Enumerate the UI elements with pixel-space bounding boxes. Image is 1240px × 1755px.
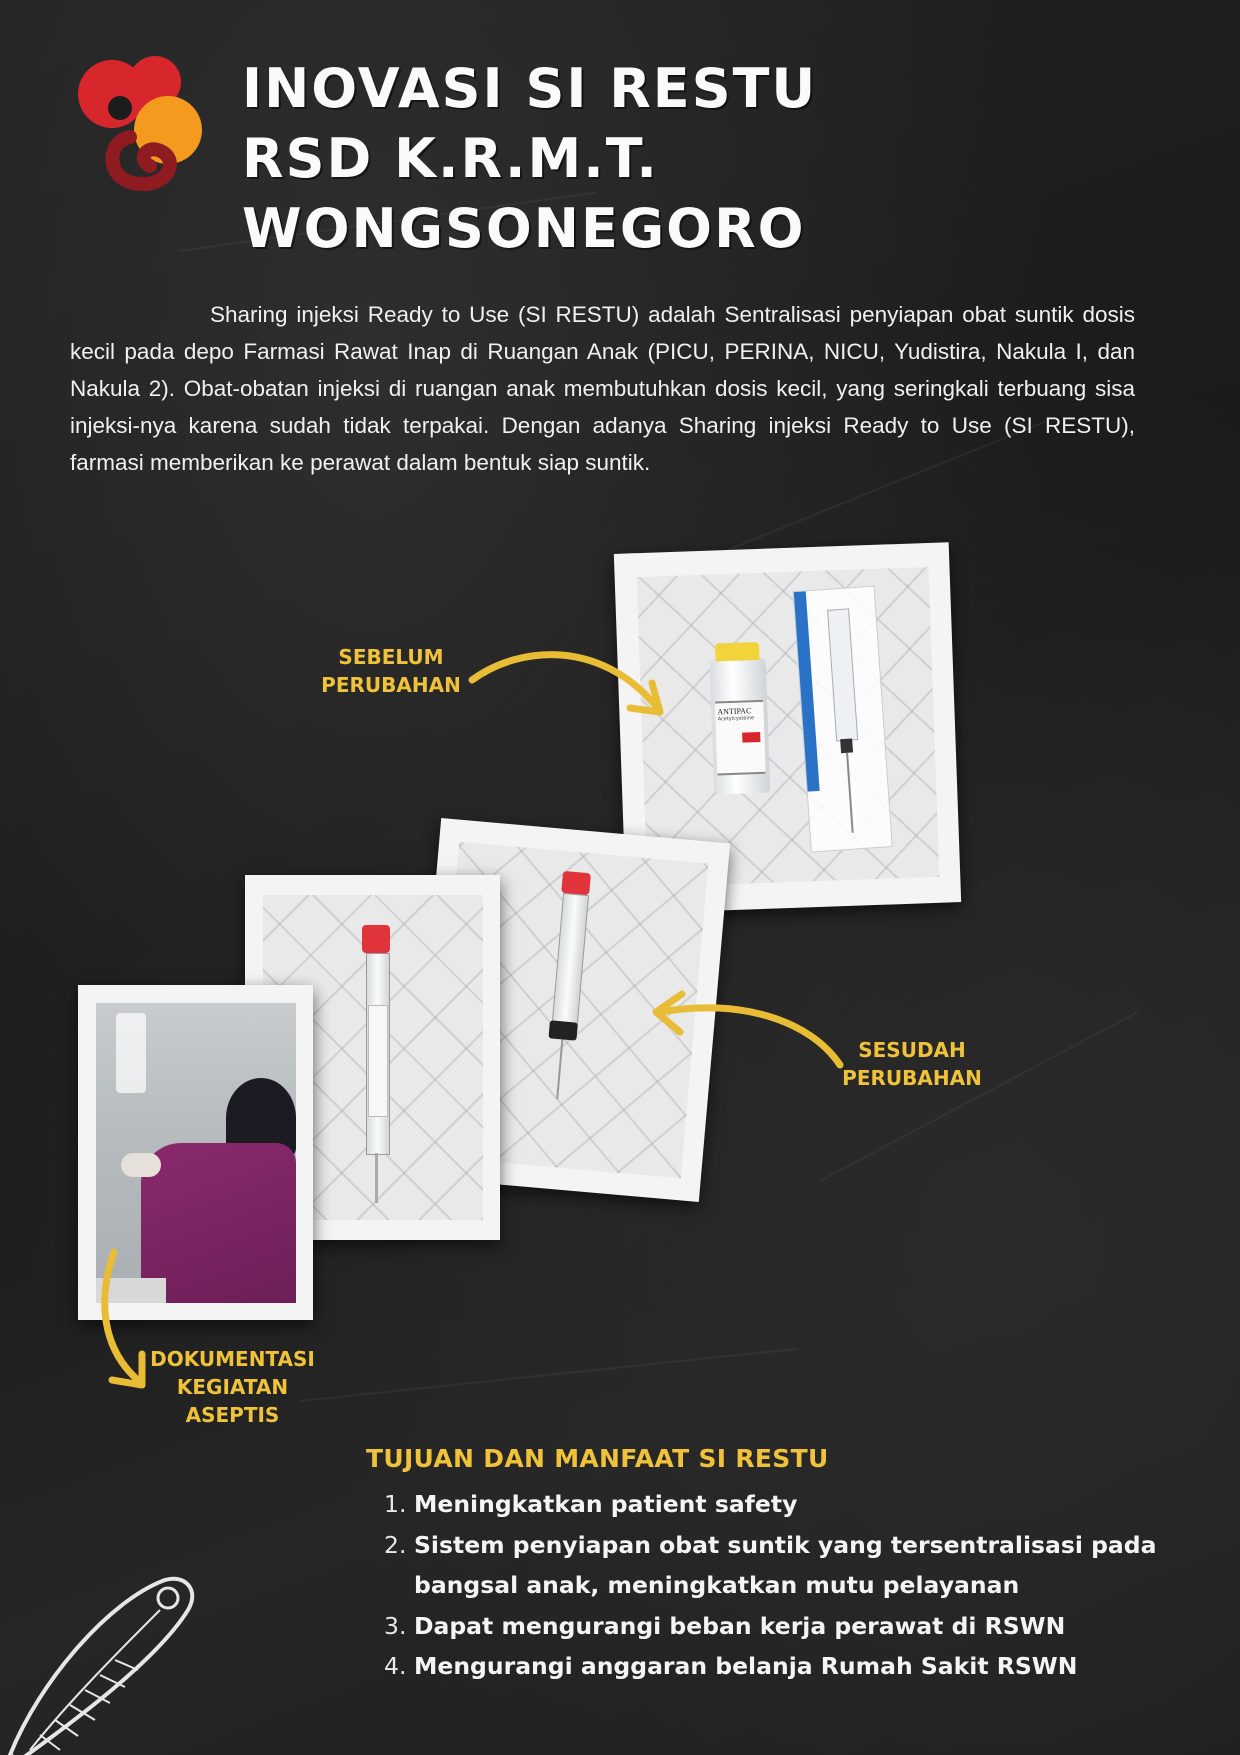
- title-line-1: INOVASI SI RESTU: [242, 57, 818, 120]
- list-item: [384, 1484, 1194, 1525]
- label-doc-line1: DOKUMENTASI: [150, 1347, 315, 1371]
- list-item-number: 1.: [384, 1490, 407, 1518]
- label-after-line1: SESUDAH: [858, 1038, 966, 1062]
- page-title: [242, 54, 1240, 264]
- list-item: [384, 1646, 1194, 1687]
- list-item-text: Sistem penyiapan obat suntik yang tersentralisasi pada bangsal anak, meningkatkan mutu pelayanan: [414, 1530, 1157, 1599]
- list-item-number: 3.: [384, 1611, 407, 1640]
- feather-doodle-icon: [0, 1560, 220, 1755]
- list-item-number: 2.: [384, 1530, 407, 1559]
- label-documentation: [145, 1345, 320, 1429]
- list-item-text: Mengurangi anggaran belanja Rumah Sakit RSWN: [414, 1652, 1078, 1680]
- label-doc-line2: KEGIATAN: [176, 1375, 289, 1399]
- goals-list: [384, 1484, 1194, 1687]
- texture-scratch: [300, 1348, 797, 1402]
- syringe-icon: [358, 925, 394, 1205]
- list-item: [384, 1525, 1194, 1606]
- vial-label: ANTIPAC: [717, 706, 752, 717]
- hospital-logo-icon: [60, 42, 210, 192]
- label-after: [842, 1036, 982, 1092]
- syringe-icon: [539, 870, 597, 1083]
- gloved-hand-icon: [121, 1153, 161, 1177]
- list-item: [384, 1606, 1194, 1647]
- packaged-syringe-icon: [793, 586, 893, 853]
- label-before-line1: SEBELUM: [338, 645, 444, 669]
- medicine-vial-icon: [710, 658, 771, 795]
- label-after-line2: PERUBAHAN: [842, 1066, 982, 1090]
- label-before-line2: PERUBAHAN: [321, 673, 461, 697]
- goals-title: TUJUAN DAN MANFAAT SI RESTU: [366, 1444, 829, 1473]
- curved-arrow-icon: [460, 640, 680, 740]
- label-doc-line3: ASEPTIS: [185, 1403, 280, 1427]
- list-item-number: 4.: [384, 1652, 407, 1680]
- title-line-2: RSD K.R.M.T. WONGSONEGORO: [242, 127, 806, 260]
- list-item-text: Meningkatkan patient safety: [414, 1490, 798, 1518]
- curved-arrow-icon: [92, 1240, 162, 1400]
- list-item-text: Dapat mengurangi beban kerja perawat di RSWN: [414, 1611, 1066, 1640]
- intro-paragraph: Sharing injeksi Ready to Use (SI RESTU) adalah Sentralisasi penyiapan obat suntik dosis kecil pada depo Farmasi Rawat Inap di Ruangan Anak (PICU, PERINA, NICU, Yudistira, Nakula I, dan Nakula 2). Obat-obatan injeksi di ruangan anak membutuhkan dosis kecil, yang seringkali terbuang sisa injeksi-nya karena sudah tidak terpakai. Dengan adanya Sharing injeksi Ready to Use (SI RESTU), farmasi memberikan ke perawat dalam bentuk siap suntik.: [70, 302, 1135, 475]
- vial-sublabel: Acetylcysteine: [717, 715, 755, 723]
- iv-bag-icon: [116, 1013, 146, 1093]
- curved-arrow-icon: [640, 990, 850, 1080]
- label-before: [316, 643, 466, 699]
